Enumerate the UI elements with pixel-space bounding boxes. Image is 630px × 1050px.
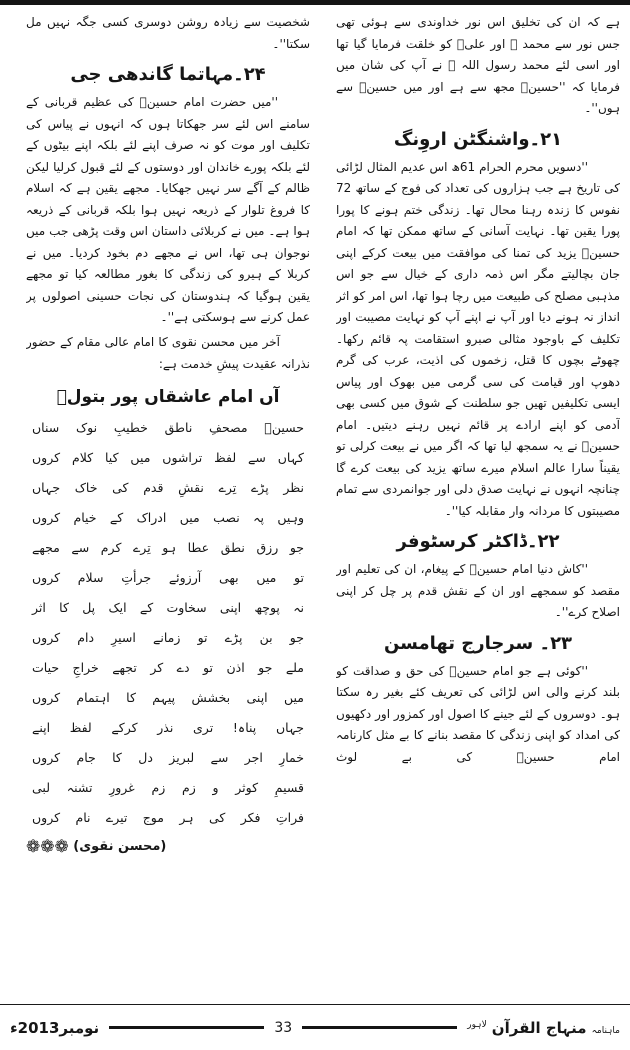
poem-verse: جہاں پناہ! تری نذر کرکے لفظ اپنے: [32, 719, 304, 735]
poem-verse: نظر پڑے تِرے نقشِ قدم کی خاک جہاں: [32, 479, 304, 495]
section-heading-23-sir-george-thomson: ۲۳۔ سرجارج تھامسن: [383, 632, 573, 654]
page-top-border: [0, 0, 630, 5]
paragraph-continuation-23: شخصیت سے زیادہ روشن دوسری کسی جگہ نہیں مل سکتا''۔: [26, 15, 310, 51]
poem-verse: جو رزق نطق عطا ہو تِرے کرم سے مجھے: [32, 539, 304, 555]
poem-verse: میں اپنی بخشش پیہم کا اہتمام کروں: [32, 689, 304, 705]
poem-verse: جو بن پڑے تو زمانے اسیرِ دام کروں: [32, 629, 304, 645]
magazine-city: لاہور: [467, 1020, 487, 1030]
paragraph-22-quote: ''کاش دنیا امام حسینؑ کے پیغام، ان کی تعلیم اور مقصد کو سمجھے اور ان کے نقش قدم پر چل کر اپنی اصلاح کرے''۔: [336, 562, 620, 619]
poem-introduction-line: آخر میں محسن نقوی کا امام عالی مقام کے حضور نذرانہ عقیدت پیشِ خدمت ہے:: [26, 334, 310, 371]
paragraph-23-quote: ''کوئی ہے جو امام حسینؑ کی حق و صداقت کو بلند کرنے والی اس لڑائی کی تعریف کئے بغیر رہ سکتا ہو۔ دوسروں کے لئے جینے کا اصول اور کمزور اور دکھیوں کی امداد کو اپنی زندگی کا مقصد بنانے کا بے مثل کارنامہ امام حسینؑ کی بے لوث: [336, 663, 620, 764]
poet-name: (محسن نقوی): [73, 838, 167, 854]
footer-rule-right: [302, 1026, 457, 1029]
magazine-name: منہاج القرآن: [491, 1019, 587, 1037]
paragraph-continuation-20: ہے کہ ان کی تخلیق اس نور خداوندی سے ہوئی تھی جس نور سے محمد ﷺ اور علیؓ کو خلقت فرمایا گیا تھا اور اسی لئے محمد رسول اللہ ﷺ نے آپ کی شان میں فرمایا کہ ''حسینؑ مجھ سے ہے اور میں حسینؑ سے ہوں''۔: [336, 15, 620, 115]
poem-verse: نہ پوچھ اپنی سخاوت کے ایک پل کا اثر: [32, 599, 304, 615]
column-right: [336, 12, 620, 1000]
poem-verse: قسیمِ کوثر و زم زم غرورِ تشنہ لبی: [32, 779, 304, 795]
column-left: [26, 12, 310, 1000]
poem-verse: ملے جو اذن تو دے کر تجھے خراجِ حیات: [32, 659, 304, 675]
poem-verse: حسینؑ مصحفِ ناطق خطیبِ نوک سناں: [32, 419, 304, 435]
poem-title: آں امام عاشقاں پور بتولؑ: [56, 386, 280, 407]
flower-ornaments-icon: ❁❁❁: [26, 836, 69, 857]
poem-verse: کہاں سے لفظ تراشوں میں کیا کلام کروں: [32, 449, 304, 465]
paragraph-21-quote: ''دسویں محرم الحرام 61ھ اس عدیم المثال لڑائی کی تاریخ ہے جب ہزاروں کی تعداد کی فوج کے ساتھ 72 نفوس کا زندہ رہنا محال تھا۔ زندگی ختم ہونے کا پورا پورا یقین تھا۔ نہایت آسانی کے ساتھ ممکن تھا کہ امام حسینؑ یزید کی تمنا کی موافقت میں بیعت کرکے اپنی جان بچالیتے مگر اس ذمہ داری کے خیال سے جو اس مذہبی مصلح کی طبیعت میں رچا ہوا تھا، اس امر کو اثر انداز نہ ہونے دیا اور آپ نے اپنے آپ کو نہایت مصیبت اور تکلیف کے باوجود مثالی صبرو استقامت پہ قائم رکھا۔ چھوٹے بچوں کا قتل، زخموں کی اذیت، عرب کی گرم دھوپ اور قیامت کی سی گرمی میں بھوک اور پیاس ایسی تکلیفیں تھیں جو سلطنت کے شوق میں کسی بھی آدمی کو اپنے ارادے پر قائم نہیں رہنے دیتیں۔ امام حسینؑ نے یہ سمجھ لیا تھا کہ اگر میں نے بیعت کرلی تو یقیناً سارا عالم اسلام میرے ساتھ یزید کی بیعت کرے گا چنانچہ انہوں نے نہایت صدق دلی اور جوانمردی سے تمام مصیبتوں کا مردانہ وار مقابلہ کیا''۔: [336, 159, 620, 518]
poem-verse: فراتِ فکر کی ہر موج تیرے نام کروں: [32, 809, 304, 825]
poem-verse: تو میں بھی آرزوئے جرأتِ سلام کروں: [32, 569, 304, 585]
paragraph-24-quote: ''میں حضرت امام حسینؑ کی عظیم قربانی کے سامنے اس لئے سر جھکاتا ہوں کہ انہوں نے پیاس کی تکلیف اور موت کو نہ صرف اپنے لئے بلکہ اپنے بیٹوں کے لئے بلکہ پورے خاندان اور دوستوں کے لئے قبول کرلیا لیکن ظالم کے آگے سر نہیں جھکایا۔ مجھے یقین ہے کہ اسلام کا فروغ تلوار کے ذریعہ نہیں ہوا بلکہ قربانی کے ذریعہ ہوا ہے۔ میں نے کربلائی داستان اس وقت پڑھی جب میں نوجوان ہی تھا، اس نے مجھے دم بخود کردیا۔ میں نے کربلا کے ہیرو کی زندگی کا بغور مطالعہ کیا تو مجھے یقین ہوگیا کہ ہندوستان کی نجات حسینی اصولوں پر عمل کرنے سے ہوسکتی ہے''۔: [26, 95, 310, 324]
two-column-layout: [10, 12, 620, 1000]
magazine-prefix: ماہنامہ: [591, 1026, 620, 1036]
page-footer: [10, 1018, 620, 1037]
section-heading-21-washington-irving: ۲۱۔واشنگٹن اروِنگ: [393, 128, 563, 150]
poem-body: [26, 413, 310, 833]
poet-attribution: [26, 837, 310, 857]
issue-date: نومبر2013ء: [9, 1018, 100, 1037]
poem-verse: وہیں پہ نصب میں ادراک کے خیام کروں: [32, 509, 304, 525]
section-heading-24-mahatma-gandhi: ۲۴۔مہاتما گاندھی جی: [70, 64, 266, 85]
magazine-title: [467, 1018, 620, 1037]
footer-divider: [0, 1004, 630, 1005]
page-number: 33: [274, 1019, 293, 1036]
footer-rule-left: [109, 1026, 264, 1029]
poem-verse: خمارِ اجر سے لبریز دل کا جام کروں: [32, 749, 304, 765]
section-heading-22-dr-christopher: ۲۲۔ڈاکٹر کرسٹوفر: [396, 531, 560, 552]
